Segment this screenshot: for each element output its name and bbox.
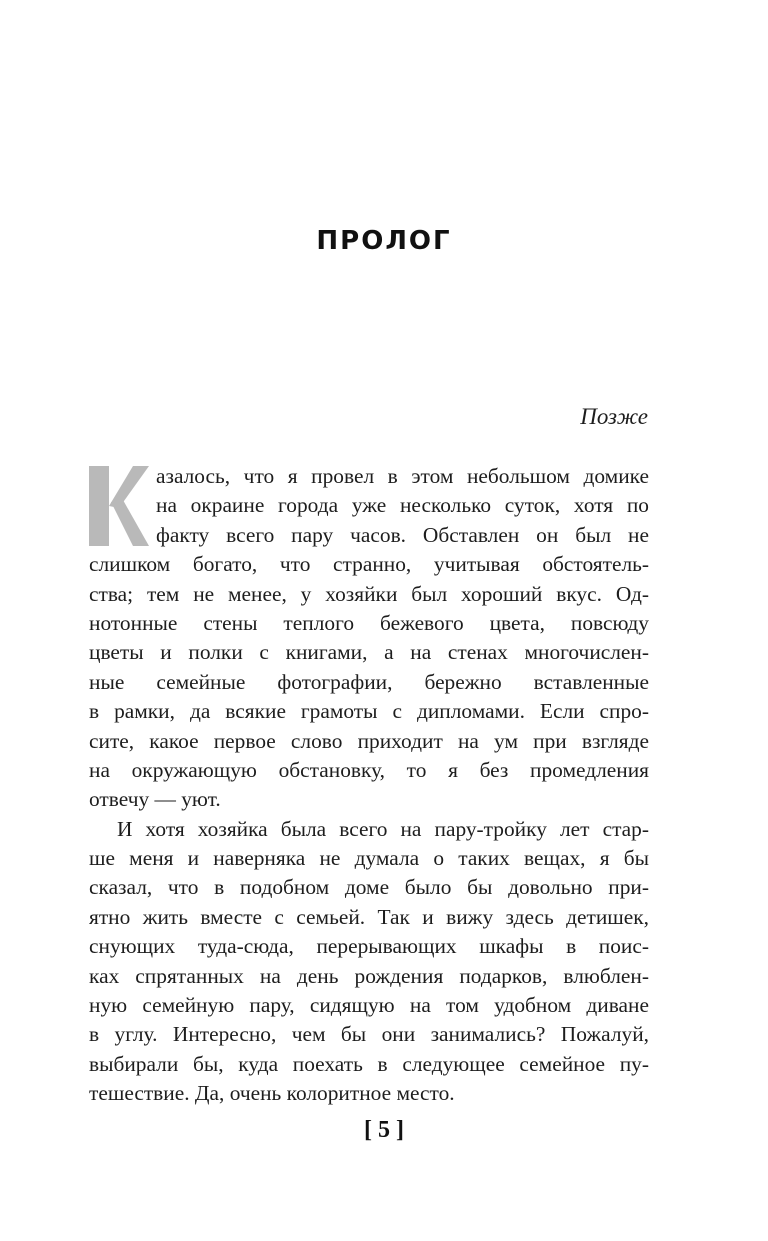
text-line: ках спрятанных на день рождения подарков, влюблен-: [89, 963, 649, 988]
drop-cap-stem: [89, 466, 109, 546]
text-line: в углу. Интересно, чем бы они занимались? Пожалуй,: [89, 1022, 649, 1047]
text-line: И хотя хозяйка была всего на пару-тройку лет стар-: [117, 816, 649, 841]
paragraph-2: [89, 815, 649, 1109]
text-line: в рамки, да всякие грамоты с дипломами. Если спро-: [89, 699, 649, 724]
text-line: выбирали бы, куда поехать в следующее семейное пу-: [89, 1051, 649, 1076]
text-line: тешествие. Да, очень колоритное место.: [89, 1081, 455, 1106]
chapter-title: ПРОЛОГ: [316, 226, 452, 256]
text-line: слишком богато, что странно, учитывая обстоятель-: [89, 552, 649, 577]
text-line: ства; тем не менее, у хозяйки был хороший вкус. Од-: [89, 581, 649, 606]
page-number-value: 5: [378, 1117, 390, 1143]
text-line: сказал, что в подобном доме было бы довольно при-: [89, 875, 649, 900]
text-line: нотонные стены теплого бежевого цвета, повсюду: [89, 610, 649, 635]
drop-cap-lower-arm: [111, 500, 149, 546]
text-line: сите, какое первое слово приходит на ум при взгляде: [89, 728, 649, 753]
text-line: ше меня и наверняка не думала о таких вещах, я бы: [89, 846, 649, 871]
paragraph-1: [89, 462, 649, 815]
text-line: факту всего пару часов. Обставлен он был не: [156, 522, 649, 547]
text-line: ные семейные фотографии, бережно вставленные: [89, 669, 649, 694]
text-line: азалось, что я провел в этом небольшом домике: [156, 464, 649, 488]
drop-cap-letter: [89, 466, 149, 546]
body-text: [89, 462, 649, 1109]
text-line: ную семейную пару, сидящую на том удобном диване: [89, 993, 649, 1018]
text-line: ятно жить вместе с семьей. Так и вижу здесь детишек,: [89, 904, 649, 929]
page-number: [ 5 ]: [364, 1117, 404, 1143]
text-line: на окружающую обстановку, то я без промедления: [89, 757, 649, 782]
text-line: снующих туда-сюда, перерывающих шкафы в поис-: [89, 934, 649, 959]
text-line: цветы и полки с книгами, а на стенах многочислен-: [89, 640, 649, 665]
text-line: отвечу — уют.: [89, 787, 221, 812]
epigraph: Позже: [580, 404, 648, 429]
text-line: на окраине города уже несколько суток, хотя по: [156, 493, 649, 518]
